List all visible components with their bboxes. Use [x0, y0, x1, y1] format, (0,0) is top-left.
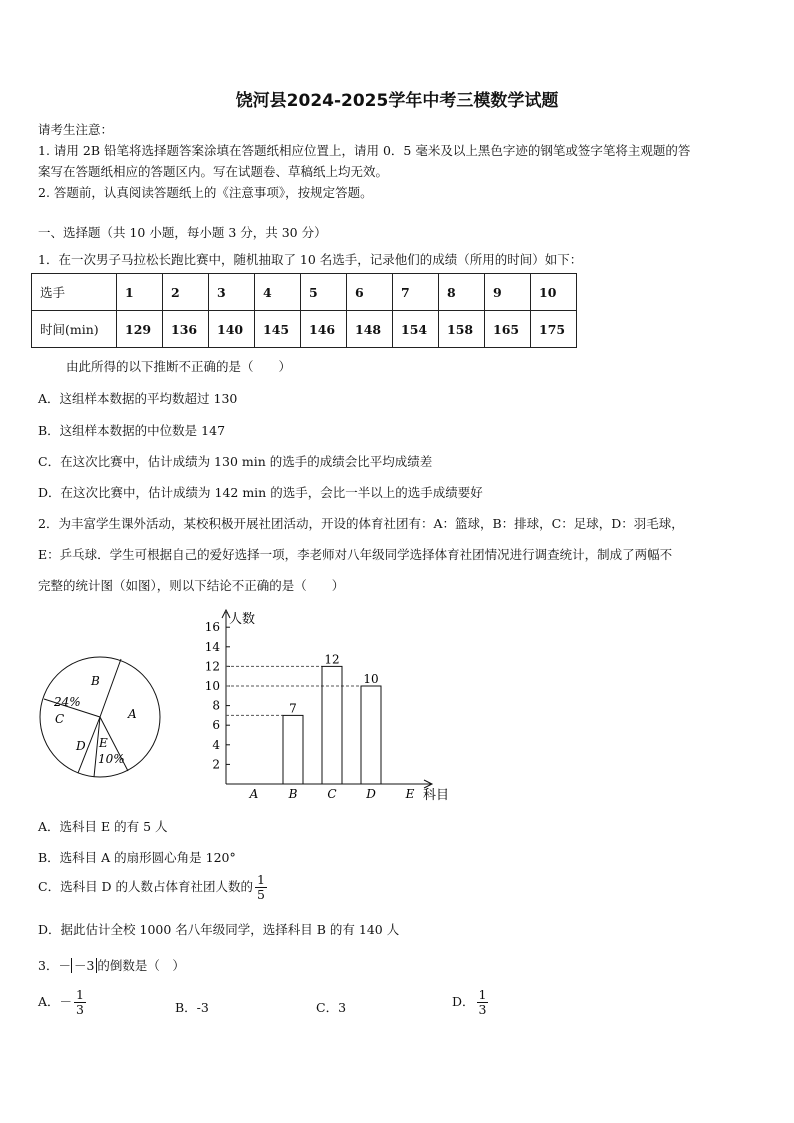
table-cell: 129: [117, 311, 163, 348]
table-cell: 5: [301, 274, 347, 311]
bar-value-label: 7: [289, 701, 297, 716]
fraction-denominator: 3: [478, 1001, 487, 1017]
table-cell: 9: [485, 274, 531, 311]
question-1-prompt: 由此所得的以下推断不正确的是（ ）: [66, 359, 292, 374]
bar: [322, 666, 342, 784]
fraction: [255, 873, 267, 902]
table-row: [32, 274, 577, 311]
x-tick-label: D: [366, 787, 376, 801]
question-3-option-a: [38, 988, 88, 1017]
question-3-option-d: [452, 988, 490, 1017]
table-cell: 1: [117, 274, 163, 311]
question-3-number: 3．: [38, 958, 59, 973]
fraction-denominator: 5: [257, 886, 265, 902]
pie-label-e: E: [99, 736, 108, 750]
pie-divider: [100, 659, 121, 717]
bar: [361, 686, 381, 784]
x-tick-label: A: [249, 787, 259, 801]
table-cell: 140: [209, 311, 255, 348]
question-1-option-a: A．这组样本数据的平均数超过 130: [38, 391, 238, 406]
absolute-value: －3: [71, 958, 97, 973]
notice-item-1-line-2: 案写在答题纸相应的答题区内。写在试题卷、草稿纸上均无效。: [38, 164, 389, 179]
question-3-text: 的倒数是（ ）: [97, 958, 185, 973]
table-row: [32, 311, 577, 348]
option-c-text: C．选科目 D 的人数占体育社团人数的: [38, 878, 254, 894]
question-1-option-c: C．在这次比赛中，估计成绩为 130 min 的选手的成绩会比平均成绩差: [38, 454, 433, 469]
minus-sign: －: [58, 958, 71, 973]
option-label: D．: [452, 993, 475, 1009]
pie-percent-c: 24%: [54, 695, 81, 709]
question-2-option-a: A．选科目 E 的有 5 人: [38, 819, 168, 834]
table-cell: 154: [393, 311, 439, 348]
pie-label-d: D: [76, 739, 86, 753]
fraction-numerator: 1: [76, 987, 84, 1002]
x-tick-label: C: [327, 787, 337, 801]
question-3-option-c: C．3: [316, 1000, 347, 1015]
notice-item-1-line-1: 1. 请用 2B 铅笔将选择题答案涂填在答题纸相应位置上，请用 0．5 毫米及以上黑色字迹的钢笔或签字笔将主观题的答: [38, 143, 691, 158]
table-header-cell: 选手: [32, 274, 117, 311]
question-2-option-c: [38, 873, 269, 902]
pie-label-c: C: [55, 712, 65, 726]
table-cell: 175: [531, 311, 577, 348]
y-tick-label: 4: [212, 737, 220, 752]
fraction-numerator: 1: [257, 872, 265, 887]
pie-chart: [36, 655, 166, 780]
table-cell: 4: [255, 274, 301, 311]
table-cell: 7: [393, 274, 439, 311]
question-2-option-d: D．据此估计全校 1000 名八年级同学，选择科目 B 的有 140 人: [38, 922, 400, 937]
bar-value-label: 10: [363, 672, 379, 686]
y-tick-label: 12: [204, 659, 220, 674]
table-cell: 136: [163, 311, 209, 348]
fraction: [477, 988, 489, 1017]
x-axis-label: 科目: [423, 788, 450, 803]
table-cell: 165: [485, 311, 531, 348]
y-tick-label: 10: [204, 679, 220, 693]
pie-label-b: B: [91, 674, 100, 688]
table-cell: 148: [347, 311, 393, 348]
question-3-option-b: B．-3: [175, 1000, 209, 1015]
bar-value-label: 12: [324, 652, 340, 667]
section-heading: 一、选择题（共 10 小题，每小题 3 分，共 30 分）: [38, 225, 327, 240]
notice-item-2: 2. 答题前，认真阅读答题纸上的《注意事项》，按规定答题。: [38, 185, 373, 200]
question-1-option-d: D．在这次比赛中，估计成绩为 142 min 的选手，会比一半以上的选手成绩要好: [38, 485, 483, 500]
table-cell: 3: [209, 274, 255, 311]
table-cell: 6: [347, 274, 393, 311]
x-tick-label: E: [405, 787, 415, 801]
bar-chart: [198, 606, 468, 806]
question-2-line-3: 完整的统计图（如图），则以下结论不正确的是（ ）: [38, 578, 345, 593]
y-tick-label: 2: [212, 757, 220, 772]
option-label: A．: [38, 993, 60, 1009]
table-cell: 10: [531, 274, 577, 311]
minus-sign: －: [59, 993, 73, 1009]
y-tick-label: 8: [212, 698, 220, 713]
y-axis-label: 人数: [229, 612, 256, 627]
table-header-cell: 时间(min): [32, 311, 117, 348]
table-cell: 8: [439, 274, 485, 311]
y-tick-label: 16: [204, 620, 220, 635]
fraction-denominator: 3: [76, 1001, 84, 1017]
notice-heading: 请考生注意：: [38, 122, 114, 137]
x-tick-label: B: [288, 787, 298, 801]
question-3-stem: [38, 956, 185, 974]
fraction-numerator: 1: [478, 987, 487, 1002]
y-tick-label: 14: [204, 639, 220, 654]
fraction: [74, 988, 86, 1017]
question-2-option-b: B．选科目 A 的扇形圆心角是 120°: [38, 850, 236, 865]
table-cell: 145: [255, 311, 301, 348]
pie-label-a: A: [128, 707, 137, 721]
question-2-line-1: 2．为丰富学生课外活动，某校积极开展社团活动，开设的体育社团有：A：篮球，B：排球，C：足球，D：羽毛球，: [38, 516, 684, 531]
table-cell: 146: [301, 311, 347, 348]
question-1-option-b: B．这组样本数据的中位数是 147: [38, 423, 226, 438]
y-tick-label: 6: [212, 718, 220, 733]
table-cell: 158: [439, 311, 485, 348]
race-times-table: [31, 273, 577, 348]
bar: [283, 715, 303, 784]
pie-percent-e: 10%: [98, 752, 125, 766]
table-cell: 2: [163, 274, 209, 311]
question-1-stem: 1．在一次男子马拉松长跑比赛中，随机抽取了 10 名选手，记录他们的成绩（所用的时间）如下：: [38, 252, 583, 267]
question-2-line-2: E：乒乓球．学生可根据自己的爱好选择一项，李老师对八年级同学选择体育社团情况进行调查统计，制成了两幅不: [38, 547, 673, 562]
page-title: 饶河县2024-2025学年中考三模数学试题: [235, 91, 559, 111]
